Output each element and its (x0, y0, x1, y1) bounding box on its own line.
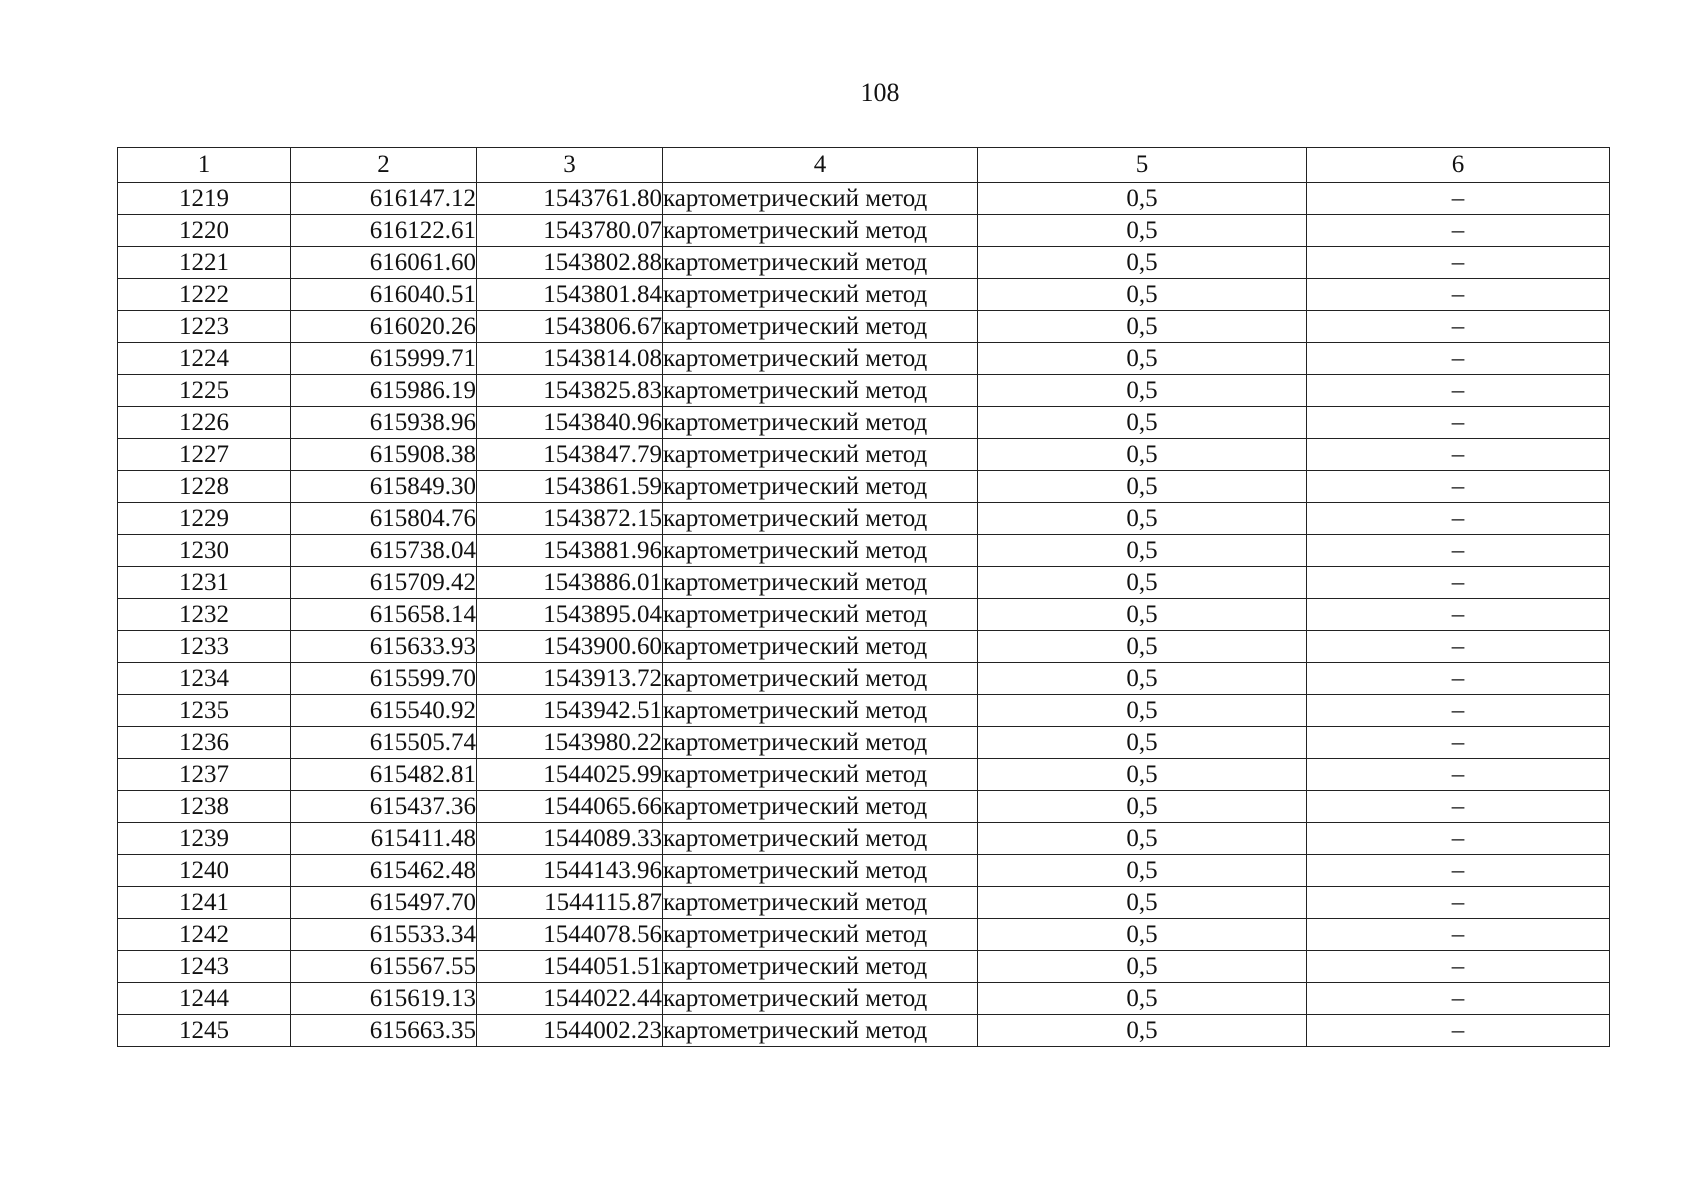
table-row (118, 951, 1610, 983)
point-number-cell: 1223 (118, 311, 291, 343)
note-cell: – (1307, 311, 1610, 343)
method-cell: картометрический метод (663, 311, 978, 343)
y-coordinate-cell: 1544051.51 (477, 951, 663, 983)
table-row (118, 823, 1610, 855)
y-coordinate-cell: 1543814.08 (477, 343, 663, 375)
note-cell: – (1307, 503, 1610, 535)
method-cell: картометрический метод (663, 951, 978, 983)
table-row (118, 919, 1610, 951)
table-row (118, 631, 1610, 663)
method-cell: картометрический метод (663, 567, 978, 599)
y-coordinate-cell: 1544078.56 (477, 919, 663, 951)
method-cell: картометрический метод (663, 247, 978, 279)
x-coordinate-cell: 615986.19 (291, 375, 477, 407)
x-coordinate-cell: 616020.26 (291, 311, 477, 343)
coordinates-table (117, 147, 1610, 1047)
method-cell: картометрический метод (663, 887, 978, 919)
note-cell: – (1307, 567, 1610, 599)
table-row (118, 887, 1610, 919)
method-cell: картометрический метод (663, 919, 978, 951)
method-cell: картометрический метод (663, 279, 978, 311)
header-row (118, 148, 1610, 183)
table-row (118, 727, 1610, 759)
x-coordinate-cell: 615633.93 (291, 631, 477, 663)
y-coordinate-cell: 1543913.72 (477, 663, 663, 695)
accuracy-cell: 0,5 (978, 183, 1307, 215)
column-header-4: 4 (663, 148, 978, 183)
table-row (118, 567, 1610, 599)
y-coordinate-cell: 1544089.33 (477, 823, 663, 855)
x-coordinate-cell: 616147.12 (291, 183, 477, 215)
x-coordinate-cell: 615437.36 (291, 791, 477, 823)
accuracy-cell: 0,5 (978, 343, 1307, 375)
column-header-1: 1 (118, 148, 291, 183)
point-number-cell: 1243 (118, 951, 291, 983)
y-coordinate-cell: 1544143.96 (477, 855, 663, 887)
x-coordinate-cell: 615663.35 (291, 1015, 477, 1047)
table-row (118, 375, 1610, 407)
accuracy-cell: 0,5 (978, 1015, 1307, 1047)
x-coordinate-cell: 616061.60 (291, 247, 477, 279)
x-coordinate-cell: 615533.34 (291, 919, 477, 951)
point-number-cell: 1240 (118, 855, 291, 887)
note-cell: – (1307, 695, 1610, 727)
accuracy-cell: 0,5 (978, 471, 1307, 503)
accuracy-cell: 0,5 (978, 695, 1307, 727)
x-coordinate-cell: 616122.61 (291, 215, 477, 247)
accuracy-cell: 0,5 (978, 375, 1307, 407)
x-coordinate-cell: 615505.74 (291, 727, 477, 759)
accuracy-cell: 0,5 (978, 407, 1307, 439)
point-number-cell: 1220 (118, 215, 291, 247)
table-row (118, 471, 1610, 503)
table-header (118, 148, 1610, 183)
table-row (118, 759, 1610, 791)
point-number-cell: 1219 (118, 183, 291, 215)
y-coordinate-cell: 1543872.15 (477, 503, 663, 535)
note-cell: – (1307, 951, 1610, 983)
column-header-3: 3 (477, 148, 663, 183)
point-number-cell: 1241 (118, 887, 291, 919)
y-coordinate-cell: 1543840.96 (477, 407, 663, 439)
column-header-2: 2 (291, 148, 477, 183)
note-cell: – (1307, 215, 1610, 247)
y-coordinate-cell: 1543886.01 (477, 567, 663, 599)
accuracy-cell: 0,5 (978, 855, 1307, 887)
y-coordinate-cell: 1544022.44 (477, 983, 663, 1015)
method-cell: картометрический метод (663, 215, 978, 247)
method-cell: картометрический метод (663, 599, 978, 631)
point-number-cell: 1239 (118, 823, 291, 855)
method-cell: картометрический метод (663, 631, 978, 663)
accuracy-cell: 0,5 (978, 823, 1307, 855)
point-number-cell: 1224 (118, 343, 291, 375)
note-cell: – (1307, 887, 1610, 919)
point-number-cell: 1222 (118, 279, 291, 311)
note-cell: – (1307, 599, 1610, 631)
y-coordinate-cell: 1544025.99 (477, 759, 663, 791)
table-row (118, 503, 1610, 535)
method-cell: картометрический метод (663, 343, 978, 375)
x-coordinate-cell: 615938.96 (291, 407, 477, 439)
y-coordinate-cell: 1543900.60 (477, 631, 663, 663)
y-coordinate-cell: 1543761.80 (477, 183, 663, 215)
accuracy-cell: 0,5 (978, 951, 1307, 983)
x-coordinate-cell: 615497.70 (291, 887, 477, 919)
table-row (118, 439, 1610, 471)
accuracy-cell: 0,5 (978, 919, 1307, 951)
point-number-cell: 1229 (118, 503, 291, 535)
note-cell: – (1307, 663, 1610, 695)
x-coordinate-cell: 615804.76 (291, 503, 477, 535)
note-cell: – (1307, 919, 1610, 951)
accuracy-cell: 0,5 (978, 727, 1307, 759)
point-number-cell: 1238 (118, 791, 291, 823)
column-header-6: 6 (1307, 148, 1610, 183)
note-cell: – (1307, 823, 1610, 855)
y-coordinate-cell: 1544065.66 (477, 791, 663, 823)
accuracy-cell: 0,5 (978, 983, 1307, 1015)
method-cell: картометрический метод (663, 759, 978, 791)
y-coordinate-cell: 1543780.07 (477, 215, 663, 247)
y-coordinate-cell: 1543847.79 (477, 439, 663, 471)
note-cell: – (1307, 375, 1610, 407)
accuracy-cell: 0,5 (978, 759, 1307, 791)
table-row (118, 1015, 1610, 1047)
point-number-cell: 1237 (118, 759, 291, 791)
accuracy-cell: 0,5 (978, 567, 1307, 599)
point-number-cell: 1245 (118, 1015, 291, 1047)
note-cell: – (1307, 1015, 1610, 1047)
table-row (118, 695, 1610, 727)
point-number-cell: 1225 (118, 375, 291, 407)
method-cell: картометрический метод (663, 983, 978, 1015)
method-cell: картометрический метод (663, 407, 978, 439)
method-cell: картометрический метод (663, 695, 978, 727)
table-row (118, 247, 1610, 279)
y-coordinate-cell: 1543825.83 (477, 375, 663, 407)
x-coordinate-cell: 615849.30 (291, 471, 477, 503)
note-cell: – (1307, 343, 1610, 375)
method-cell: картометрический метод (663, 791, 978, 823)
table-body (118, 183, 1610, 1047)
x-coordinate-cell: 615462.48 (291, 855, 477, 887)
accuracy-cell: 0,5 (978, 631, 1307, 663)
point-number-cell: 1233 (118, 631, 291, 663)
accuracy-cell: 0,5 (978, 535, 1307, 567)
y-coordinate-cell: 1543802.88 (477, 247, 663, 279)
table-row (118, 343, 1610, 375)
method-cell: картометрический метод (663, 1015, 978, 1047)
table-row (118, 279, 1610, 311)
accuracy-cell: 0,5 (978, 439, 1307, 471)
point-number-cell: 1242 (118, 919, 291, 951)
x-coordinate-cell: 615999.71 (291, 343, 477, 375)
x-coordinate-cell: 615482.81 (291, 759, 477, 791)
note-cell: – (1307, 855, 1610, 887)
note-cell: – (1307, 279, 1610, 311)
y-coordinate-cell: 1544002.23 (477, 1015, 663, 1047)
point-number-cell: 1227 (118, 439, 291, 471)
note-cell: – (1307, 471, 1610, 503)
table-row (118, 983, 1610, 1015)
note-cell: – (1307, 791, 1610, 823)
method-cell: картометрический метод (663, 535, 978, 567)
method-cell: картометрический метод (663, 471, 978, 503)
table-row (118, 311, 1610, 343)
table-row (118, 791, 1610, 823)
x-coordinate-cell: 615709.42 (291, 567, 477, 599)
table-row (118, 183, 1610, 215)
table-row (118, 855, 1610, 887)
x-coordinate-cell: 615599.70 (291, 663, 477, 695)
note-cell: – (1307, 631, 1610, 663)
accuracy-cell: 0,5 (978, 599, 1307, 631)
table-row (118, 407, 1610, 439)
y-coordinate-cell: 1543895.04 (477, 599, 663, 631)
method-cell: картометрический метод (663, 439, 978, 471)
point-number-cell: 1232 (118, 599, 291, 631)
y-coordinate-cell: 1543881.96 (477, 535, 663, 567)
x-coordinate-cell: 615738.04 (291, 535, 477, 567)
method-cell: картометрический метод (663, 823, 978, 855)
point-number-cell: 1221 (118, 247, 291, 279)
x-coordinate-cell: 615908.38 (291, 439, 477, 471)
method-cell: картометрический метод (663, 183, 978, 215)
accuracy-cell: 0,5 (978, 215, 1307, 247)
x-coordinate-cell: 615658.14 (291, 599, 477, 631)
note-cell: – (1307, 407, 1610, 439)
note-cell: – (1307, 727, 1610, 759)
point-number-cell: 1231 (118, 567, 291, 599)
point-number-cell: 1228 (118, 471, 291, 503)
x-coordinate-cell: 615411.48 (291, 823, 477, 855)
method-cell: картометрический метод (663, 503, 978, 535)
note-cell: – (1307, 759, 1610, 791)
table-row (118, 535, 1610, 567)
table-row (118, 663, 1610, 695)
note-cell: – (1307, 439, 1610, 471)
accuracy-cell: 0,5 (978, 311, 1307, 343)
column-header-5: 5 (978, 148, 1307, 183)
point-number-cell: 1234 (118, 663, 291, 695)
table-row (118, 599, 1610, 631)
method-cell: картометрический метод (663, 727, 978, 759)
y-coordinate-cell: 1543942.51 (477, 695, 663, 727)
accuracy-cell: 0,5 (978, 887, 1307, 919)
method-cell: картометрический метод (663, 375, 978, 407)
note-cell: – (1307, 247, 1610, 279)
y-coordinate-cell: 1544115.87 (477, 887, 663, 919)
x-coordinate-cell: 616040.51 (291, 279, 477, 311)
accuracy-cell: 0,5 (978, 791, 1307, 823)
point-number-cell: 1236 (118, 727, 291, 759)
point-number-cell: 1244 (118, 983, 291, 1015)
note-cell: – (1307, 183, 1610, 215)
accuracy-cell: 0,5 (978, 279, 1307, 311)
note-cell: – (1307, 983, 1610, 1015)
x-coordinate-cell: 615540.92 (291, 695, 477, 727)
x-coordinate-cell: 615567.55 (291, 951, 477, 983)
accuracy-cell: 0,5 (978, 503, 1307, 535)
page-number: 108 (860, 78, 900, 107)
method-cell: картометрический метод (663, 855, 978, 887)
table-row (118, 215, 1610, 247)
y-coordinate-cell: 1543980.22 (477, 727, 663, 759)
y-coordinate-cell: 1543806.67 (477, 311, 663, 343)
y-coordinate-cell: 1543801.84 (477, 279, 663, 311)
accuracy-cell: 0,5 (978, 247, 1307, 279)
method-cell: картометрический метод (663, 663, 978, 695)
point-number-cell: 1235 (118, 695, 291, 727)
accuracy-cell: 0,5 (978, 663, 1307, 695)
y-coordinate-cell: 1543861.59 (477, 471, 663, 503)
x-coordinate-cell: 615619.13 (291, 983, 477, 1015)
note-cell: – (1307, 535, 1610, 567)
point-number-cell: 1226 (118, 407, 291, 439)
point-number-cell: 1230 (118, 535, 291, 567)
